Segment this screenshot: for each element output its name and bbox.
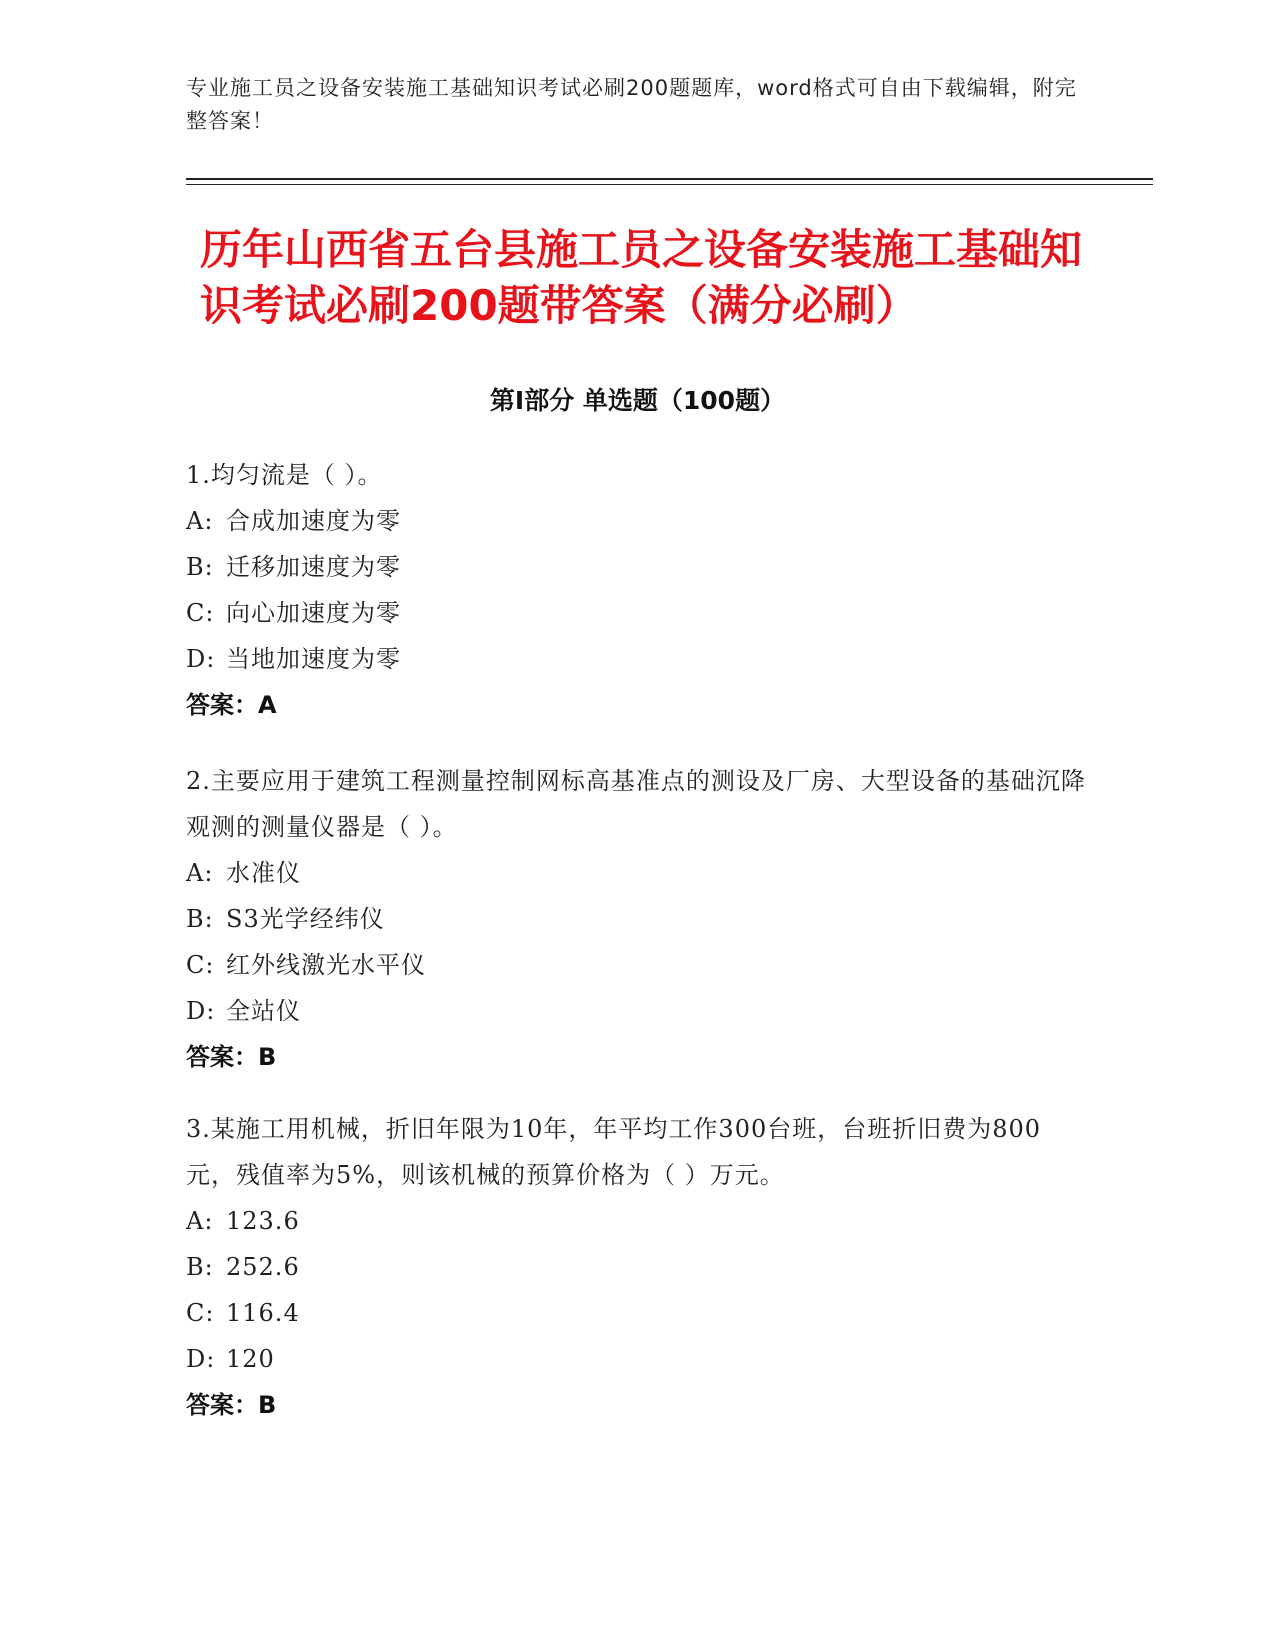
- option-key: B:: [186, 553, 214, 581]
- option-d: [186, 1336, 1086, 1382]
- option-c: [186, 1290, 1086, 1336]
- option-b: [186, 896, 1086, 942]
- option-text: 120: [226, 1345, 275, 1373]
- option-b: [186, 544, 1086, 590]
- option-key: B:: [186, 905, 214, 933]
- header-divider-thin: [186, 184, 1153, 185]
- option-text: 123.6: [226, 1207, 300, 1235]
- document-title: 历年山西省五台县施工员之设备安装施工基础知识考试必刷200题带答案（满分必刷）: [200, 225, 1083, 330]
- question-2: [186, 758, 1086, 1080]
- header-divider-thick: [186, 178, 1153, 180]
- option-text: 迁移加速度为零: [226, 553, 401, 581]
- option-text: 合成加速度为零: [226, 507, 401, 535]
- option-key: A:: [186, 1207, 214, 1235]
- option-c: [186, 942, 1086, 988]
- option-text: 水准仪: [226, 859, 301, 887]
- option-key: D:: [186, 997, 216, 1025]
- option-a: [186, 1198, 1086, 1244]
- option-text: 向心加速度为零: [226, 599, 401, 627]
- question-1: [186, 452, 1086, 728]
- section-title: 第I部分 单选题（100题）: [489, 386, 786, 415]
- option-key: C:: [186, 599, 215, 627]
- option-c: [186, 590, 1086, 636]
- option-a: [186, 850, 1086, 896]
- option-d: [186, 636, 1086, 682]
- option-text: 116.4: [226, 1299, 300, 1327]
- option-key: D:: [186, 1345, 216, 1373]
- option-key: A:: [186, 507, 214, 535]
- option-key: A:: [186, 859, 214, 887]
- option-text: S3光学经纬仪: [226, 905, 385, 933]
- question-stem: 1.均匀流是（ ）。: [186, 461, 383, 489]
- option-text: 252.6: [226, 1253, 300, 1281]
- question-stem: 2.主要应用于建筑工程测量控制网标高基准点的测设及厂房、大型设备的基础沉降观测的测量仪器是（ ）。: [186, 767, 1086, 841]
- option-key: D:: [186, 645, 216, 673]
- answer-line: 答案：B: [186, 1391, 277, 1419]
- option-key: B:: [186, 1253, 214, 1281]
- option-b: [186, 1244, 1086, 1290]
- header-note: 专业施工员之设备安装施工基础知识考试必刷200题题库，word格式可自由下载编辑，附完整答案！: [186, 76, 1077, 133]
- option-a: [186, 498, 1086, 544]
- answer-line: 答案：A: [186, 691, 277, 719]
- question-3: [186, 1106, 1086, 1428]
- option-key: C:: [186, 951, 215, 979]
- question-stem: 3.某施工用机械，折旧年限为10年，年平均工作300台班，台班折旧费为800元，残值率为5%，则该机械的预算价格为（ ）万元。: [186, 1115, 1042, 1189]
- option-text: 全站仪: [226, 997, 301, 1025]
- option-key: C:: [186, 1299, 215, 1327]
- option-text: 红外线激光水平仪: [226, 951, 426, 979]
- option-d: [186, 988, 1086, 1034]
- answer-line: 答案：B: [186, 1043, 277, 1071]
- option-text: 当地加速度为零: [226, 645, 401, 673]
